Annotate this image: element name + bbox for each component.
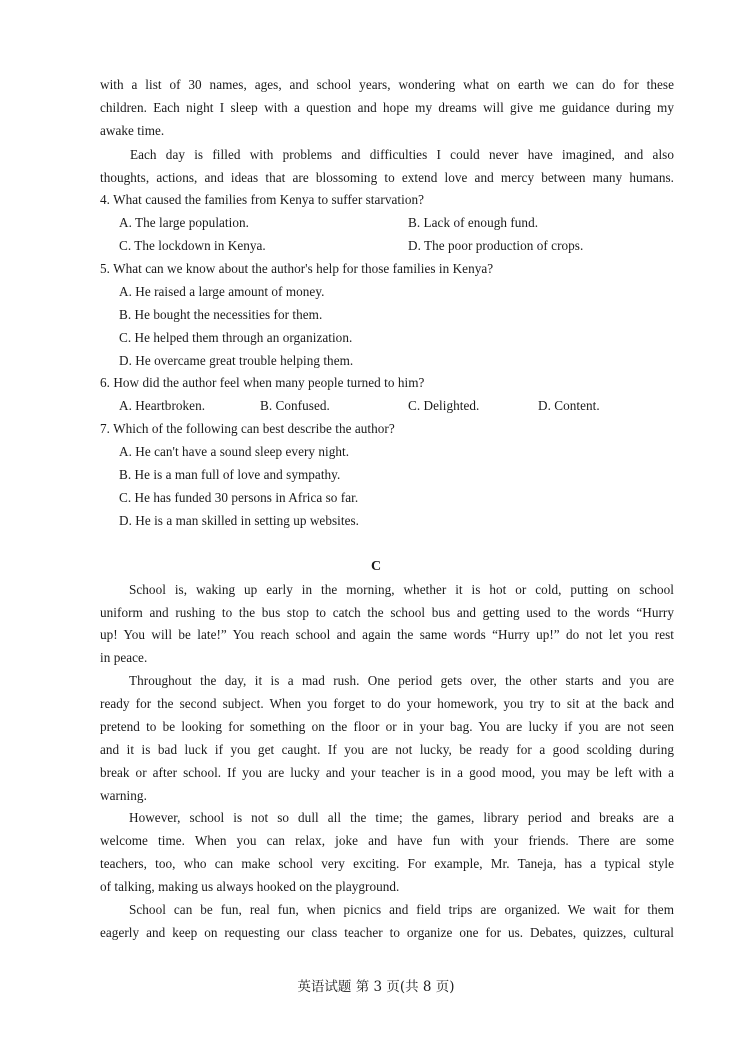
page-footer: 英语试题 第 3 页(共 8 页) <box>297 979 455 995</box>
passage-b-line-3: awake time. <box>100 123 165 138</box>
question-4-stem: 4. What caused the families from Kenya to suffer starvation? <box>100 192 425 207</box>
passage-c-p2-line-5: break or after school. If you are lucky and your teacher is in a good mood, you may be left with a <box>100 765 674 780</box>
question-6-option-a: A. Heartbroken. <box>119 398 206 413</box>
passage-b-line-1: with a list of 30 names, ages, and school years, wondering what on earth we can do for these <box>100 77 674 92</box>
passage-c-p1-line-2: uniform and rushing to the bus stop to catch the school bus and getting used to the words “Hurry <box>100 605 674 620</box>
question-5-stem: 5. What can we know about the author's help for those families in Kenya? <box>100 261 494 276</box>
passage-c-p2-line-1: Throughout the day, it is a mad rush. One period gets over, the other starts and you are <box>129 673 674 688</box>
question-5-option-c: C. He helped them through an organization. <box>119 330 353 345</box>
passage-c-p2-line-2: ready for the second subject. When you forget to do your homework, you try to sit at the back and <box>100 696 674 711</box>
passage-c-p2-line-6: warning. <box>100 788 147 803</box>
question-5-option-b: B. He bought the necessities for them. <box>119 307 323 322</box>
passage-c-p2-line-4: and it is bad luck if you get caught. If you are not lucky, be ready for a good scolding during <box>100 742 674 757</box>
passage-b-para2-line-2: thoughts, actions, and ideas that are blossoming to extend love and mercy between many humans. <box>100 170 674 185</box>
question-7-option-b: B. He is a man full of love and sympathy. <box>119 467 341 482</box>
passage-c-p3-line-1: However, school is not so dull all the time; the games, library period and breaks are a <box>129 810 674 825</box>
question-4-option-b: B. Lack of enough fund. <box>408 215 539 230</box>
passage-c-p3-line-4: of talking, making us always hooked on the playground. <box>100 879 400 894</box>
passage-b-para2-line-1: Each day is filled with problems and difficulties I could never have imagined, and also <box>130 147 674 162</box>
question-7-stem: 7. Which of the following can best describe the author? <box>100 421 395 436</box>
question-7-option-d: D. He is a man skilled in setting up websites. <box>119 513 360 528</box>
question-7-option-c: C. He has funded 30 persons in Africa so far. <box>119 490 359 505</box>
passage-c-p3-line-3: teachers, too, who can make school very exciting. For example, Mr. Taneja, has a typical style <box>100 856 674 871</box>
question-4-option-a: A. The large population. <box>119 215 249 230</box>
question-6-option-b: B. Confused. <box>260 398 330 413</box>
passage-c-p3-line-2: welcome time. When you can relax, joke and have fun with your friends. There are some <box>100 833 674 848</box>
passage-c-p1-line-3: up! You will be late!” You reach school and again the same words “Hurry up!” do not let you rest <box>100 627 674 642</box>
passage-c-p4-line-2: eagerly and keep on requesting our class teacher to organize one for us. Debates, quizzes, cultural <box>100 925 674 940</box>
question-7-option-a: A. He can't have a sound sleep every night. <box>119 444 350 459</box>
question-4-option-c: C. The lockdown in Kenya. <box>119 238 266 253</box>
question-5-option-a: A. He raised a large amount of money. <box>119 284 325 299</box>
passage-c-p4-line-1: School can be fun, real fun, when picnics and field trips are organized. We wait for them <box>129 902 674 917</box>
question-6-option-c: C. Delighted. <box>408 398 480 413</box>
question-6-stem: 6. How did the author feel when many people turned to him? <box>100 375 425 390</box>
question-4-option-d: D. The poor production of crops. <box>408 238 584 253</box>
passage-c-p1-line-4: in peace. <box>100 650 148 665</box>
passage-c-title: C <box>370 559 382 574</box>
question-6-option-d: D. Content. <box>538 398 600 413</box>
question-5-option-d: D. He overcame great trouble helping them. <box>119 353 354 368</box>
passage-c-p2-line-3: pretend to be looking for something on the floor or in your bag. You are lucky if you are not seen <box>100 719 674 734</box>
passage-c-p1-line-1: School is, waking up early in the morning, whether it is hot or cold, putting on school <box>129 582 674 597</box>
passage-b-line-2: children. Each night I sleep with a question and hope my dreams will give me guidance during my <box>100 100 674 115</box>
